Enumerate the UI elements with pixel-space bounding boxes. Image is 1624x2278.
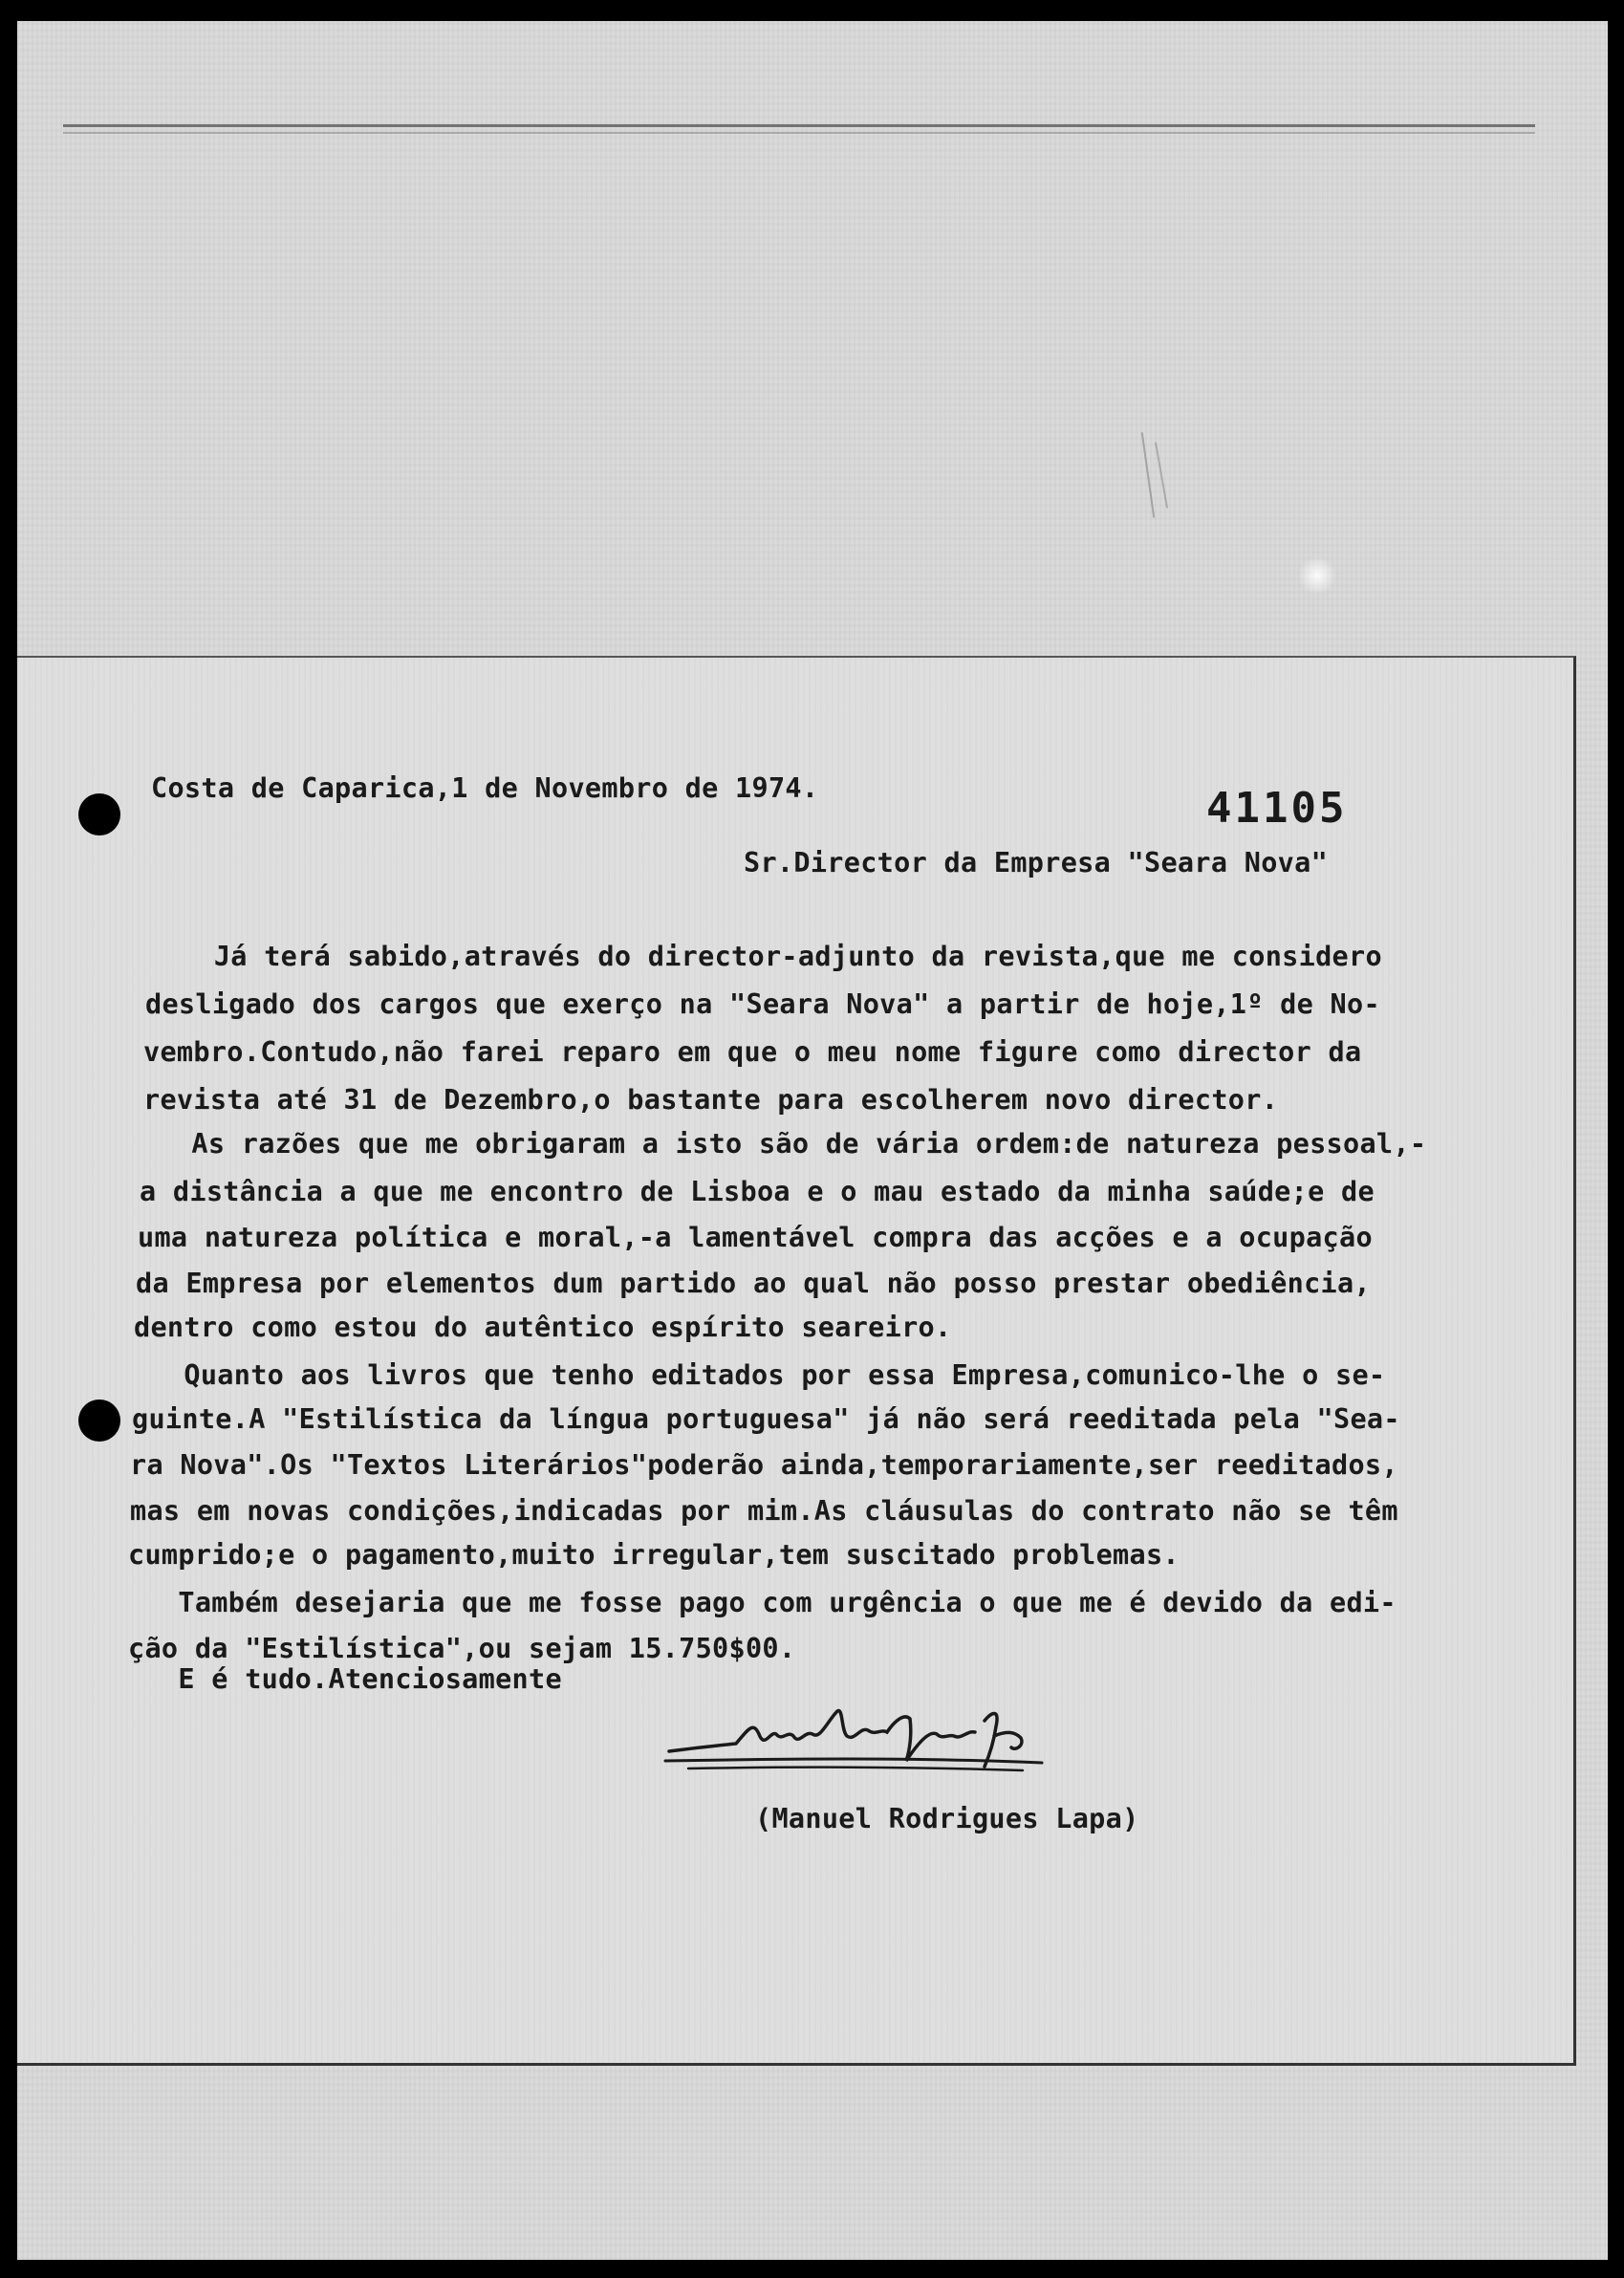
body-line: da Empresa por elementos dum partido ao qual não posso prestar obediência,: [136, 1268, 1371, 1299]
body-line: a distância a que me encontro de Lisboa e o mau estado da minha saúde;e de: [140, 1176, 1375, 1207]
document-number: 41105: [1206, 784, 1348, 833]
signer-name: (Manuel Rodrigues Lapa): [755, 1803, 1139, 1834]
body-line: vembro.Contudo,não farei reparo em que o meu nome figure como director da: [143, 1036, 1362, 1068]
body-line: ção da "Estilística",ou sejam 15.750$00.: [128, 1633, 796, 1664]
body-line: Também desejaria que me fosse pago com urgência o que me é devido da edi-: [128, 1587, 1397, 1618]
body-line: cumprido;e o pagamento,muito irregular,tem suscitado problemas.: [128, 1539, 1180, 1571]
body-line: guinte.A "Estilística da língua portuguesa" já não será reeditada pela "Sea-: [132, 1403, 1400, 1435]
handwritten-signature: [660, 1692, 1099, 1797]
place-date: Costa de Caparica,1 de Novembro de 1974.: [151, 772, 819, 804]
body-line: dentro como estou do autêntico espírito seareiro.: [134, 1312, 952, 1343]
body-line: As razões que me obrigaram a isto são de vária ordem:de natureza pessoal,-: [141, 1128, 1427, 1160]
body-line: uma natureza política e moral,-a lamentável compra das acções e a ocupação: [138, 1222, 1373, 1253]
body-line: Quanto aos livros que tenho editados por essa Empresa,comunico-lhe o se-: [134, 1359, 1386, 1391]
body-line: mas em novas condições,indicadas por mim.As cláusulas do contrato não se têm: [130, 1495, 1398, 1527]
body-line: desligado dos cargos que exerço na "Seara Nova" a partir de hoje,1º de No-: [145, 988, 1380, 1020]
body-line: Já terá sabido,através do director-adjunto da revista,que me considero: [147, 941, 1382, 972]
closing-line: E é tudo.Atenciosamente: [128, 1663, 562, 1695]
addressee: Sr.Director da Empresa "Seara Nova": [744, 847, 1329, 879]
body-line: ra Nova".Os "Textos Literários"poderão ainda,temporariamente,ser reeditados,: [130, 1449, 1398, 1481]
body-line: revista até 31 de Dezembro,o bastante para escolherem novo director.: [143, 1084, 1279, 1116]
